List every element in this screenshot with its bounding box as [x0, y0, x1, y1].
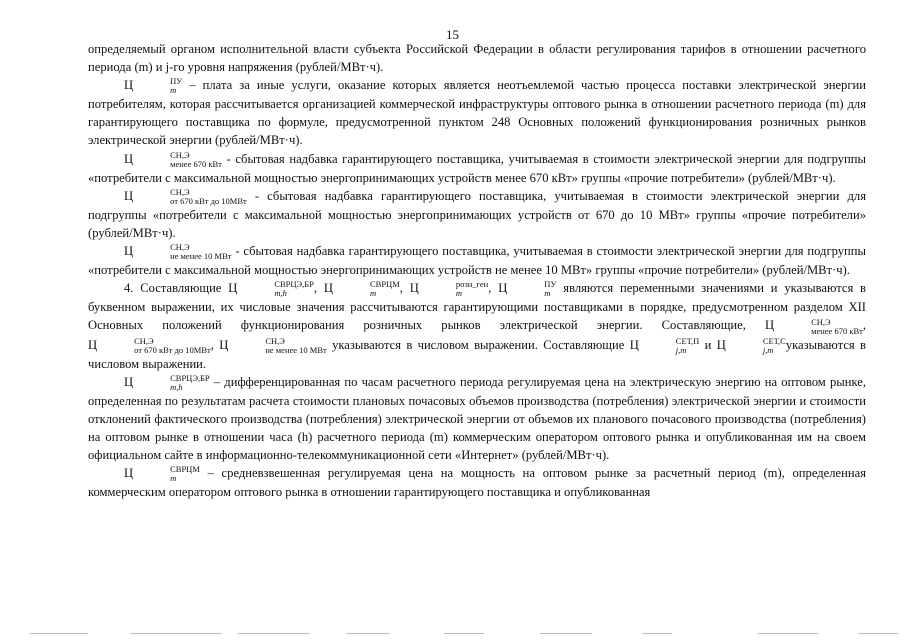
- formula-symbol: Ц СВРЦМ m: [124, 464, 200, 484]
- formula-symbol: Ц СН,Э не менее 10 МВт: [124, 242, 232, 262]
- page-number: 15: [446, 27, 459, 42]
- paragraph-markup-lt670: Ц СН,Э менее 670 кВт - сбытовая надбавка гарантирующего поставщика, учитываемая в стоимости электрической энергии для подгруппы «потребители с максимальной мощностью энергопринимающих устройств менее 670 кВт» группы «прочие потребители» (рублей/МВт·ч).: [88, 149, 866, 185]
- page-bottom-rule: [0, 633, 905, 634]
- formula-symbol: Ц СВРЦЭ,БР m,h , Ц СВРЦМ m , Ц розн_ген m , Ц ПУ m: [228, 279, 557, 299]
- paragraph-markup-670-10: Ц СН,Э от 670 кВт до 10МВт - сбытовая надбавка гарантирующего поставщика, учитываемая в стоимости электрической энергии для подгруппы «потребители с максимальной мощностью энергопринимающих устройств от 670 до 10 МВт» группы «прочие потребители» (рублей/МВт·ч).: [88, 186, 866, 240]
- formula-symbol: Ц СН,Э не менее 10 МВт: [219, 335, 327, 355]
- paragraph-components: 4. Составляющие Ц СВРЦЭ,БР m,h , Ц СВРЦМ m , Ц розн_ген m , Ц ПУ m являются переменными значениями и указываются в буквенном выражении, их числовые значения рассчитываются гарантирующими поставщиками в порядке, предусмотренном разделом XII Основных положений функционирования розничных рынков электрической энергии. Составляющие, Ц СН,Э менее 670 кВт , Ц СН,Э от 670 кВт до 10МВт , Ц СН,Э не менее 10 МВт указываются в числовом выражении. Составляющие Ц СЕТ,П j,m и Ц СЕТ,С j,m указываются в числовом выражении.: [88, 279, 867, 371]
- document-body: [88, 40, 866, 501]
- paragraph-pu-fee: Ц ПУ m – плата за иные услуги, оказание которых является неотъемлемой частью процесса поставки электрической энергии потребителям, которая рассчитывается организацией коммерческой инфраструктуры оптового рынка в отношении расчетного периода (m) для гарантирующего поставщика по формуле, предусмотренной пунктом 248 Основных положений функционирования розничных рынков электрической энергии (рублей/МВт·ч).: [88, 76, 866, 148]
- formula-symbol: Ц СЕТ,С j,m: [716, 335, 786, 355]
- formula-symbol: Ц СН,Э менее 670 кВт ,: [764, 316, 866, 336]
- paragraph-continuation: определяемый органом исполнительной власти субъекта Российской Федерации в области регулирования тарифов в отношении расчетного периода (m) и j-го уровня напряжения (рублей/МВт·ч).: [88, 42, 866, 75]
- paragraph-svrcm: Ц СВРЦМ m – средневзвешенная регулируемая цена на мощность на оптовом рынке за расчетный период (m), определенная коммерческим оператором оптового рынка в отношении гарантирующего поставщика и опубликованная: [88, 464, 866, 500]
- formula-symbol: Ц ПУ m: [124, 76, 183, 96]
- formula-symbol: Ц СЕТ,П j,m: [629, 335, 700, 355]
- paragraph-markup-ge10: Ц СН,Э не менее 10 МВт - сбытовая надбавка гарантирующего поставщика, учитываемая в стоимости электрической энергии для подгруппы «потребители с максимальной мощностью энергопринимающих устройств не менее 10 МВт» группы «прочие потребители» (рублей/МВт·ч).: [88, 242, 866, 278]
- formula-symbol: Ц СН,Э от 670 кВт до 10МВт: [124, 186, 247, 206]
- formula-symbol: Ц СН,Э от 670 кВт до 10МВт ,: [88, 335, 214, 355]
- formula-symbol: Ц СВРЦЭ,БР m,h: [124, 372, 210, 392]
- formula-symbol: Ц СН,Э менее 670 кВт: [124, 149, 222, 169]
- paragraph-svrce-br: Ц СВРЦЭ,БР m,h – дифференцированная по часам расчетного периода регулируемая цена на электрическую энергию на оптовом рынке, определенная по результатам расчета стоимости плановых почасовых объемов производства (потребления) электрической энергии и стоимости отклонений фактического производства (потребления) электрической энергии от объемов их планового почасового производства (потребления) на оптовом рынке в отношении часа (h) расчетного периода (m) коммерческим оператором оптового рынка и опубликованная им на своем официальном сайте в информационно-телекоммуникационной сети «Интернет» (рублей/МВт·ч).: [88, 372, 866, 463]
